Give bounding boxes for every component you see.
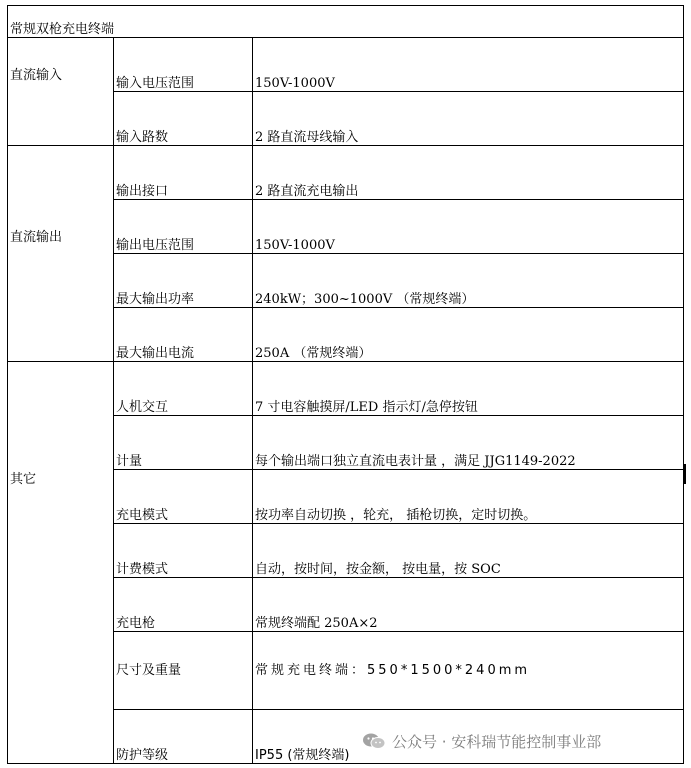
row-value: 2 路直流母线输入 bbox=[253, 92, 684, 146]
row-value: 常规终端配 250A×2 bbox=[253, 578, 684, 632]
row-label: 人机交互 bbox=[114, 362, 253, 416]
row-label: 计量 bbox=[114, 416, 253, 470]
group-dc-output bbox=[8, 146, 114, 362]
watermark-text: 公众号 · 安科瑞节能控制事业部 bbox=[392, 732, 602, 751]
row-value: 250A （常规终端） bbox=[253, 308, 684, 362]
table-row bbox=[8, 38, 684, 92]
table-title-row bbox=[8, 6, 684, 38]
table-row bbox=[8, 362, 684, 416]
spec-table bbox=[7, 5, 684, 764]
watermark bbox=[362, 730, 603, 752]
row-value: 150V-1000V bbox=[253, 38, 684, 92]
text-cursor bbox=[684, 464, 686, 484]
row-label: 输出接口 bbox=[114, 146, 253, 200]
group-other bbox=[8, 362, 114, 764]
row-label: 充电模式 bbox=[114, 470, 253, 524]
row-label: 输入电压范围 bbox=[114, 38, 253, 92]
group-label: 直流输出 bbox=[10, 230, 63, 245]
row-value: 自动，按时间，按金额， 按电量，按 SOC bbox=[253, 524, 684, 578]
row-label: 尺寸及重量 bbox=[114, 632, 253, 710]
row-value: 240kW；300~1000V （常规终端） bbox=[253, 254, 684, 308]
row-value: 常规充电终端：550*1500*240mm bbox=[253, 632, 684, 710]
row-label: 输入路数 bbox=[114, 92, 253, 146]
row-value: IP55 (常规终端) bbox=[253, 710, 684, 764]
table-title: 常规双枪充电终端 bbox=[8, 6, 684, 38]
row-label: 充电枪 bbox=[114, 578, 253, 632]
row-label: 计费模式 bbox=[114, 524, 253, 578]
row-value: 150V-1000V bbox=[253, 200, 684, 254]
row-value: 7 寸电容触摸屏/LED 指示灯/急停按钮 bbox=[253, 362, 684, 416]
row-label: 最大输出电流 bbox=[114, 308, 253, 362]
group-dc-input bbox=[8, 38, 114, 146]
table-row bbox=[8, 146, 684, 200]
group-label: 其它 bbox=[10, 472, 37, 487]
row-label: 防护等级 bbox=[114, 710, 253, 764]
row-value: 按功率自动切换 ，轮充， 插枪切换，定时切换。 bbox=[253, 470, 684, 524]
row-label: 最大输出功率 bbox=[114, 254, 253, 308]
wechat-icon bbox=[362, 732, 386, 750]
row-value: 2 路直流充电输出 bbox=[253, 146, 684, 200]
row-label: 输出电压范围 bbox=[114, 200, 253, 254]
row-value: 每个输出端口独立直流电表计量 ，满足 JJG1149-2022 bbox=[253, 416, 684, 470]
group-label: 直流输入 bbox=[10, 68, 63, 83]
